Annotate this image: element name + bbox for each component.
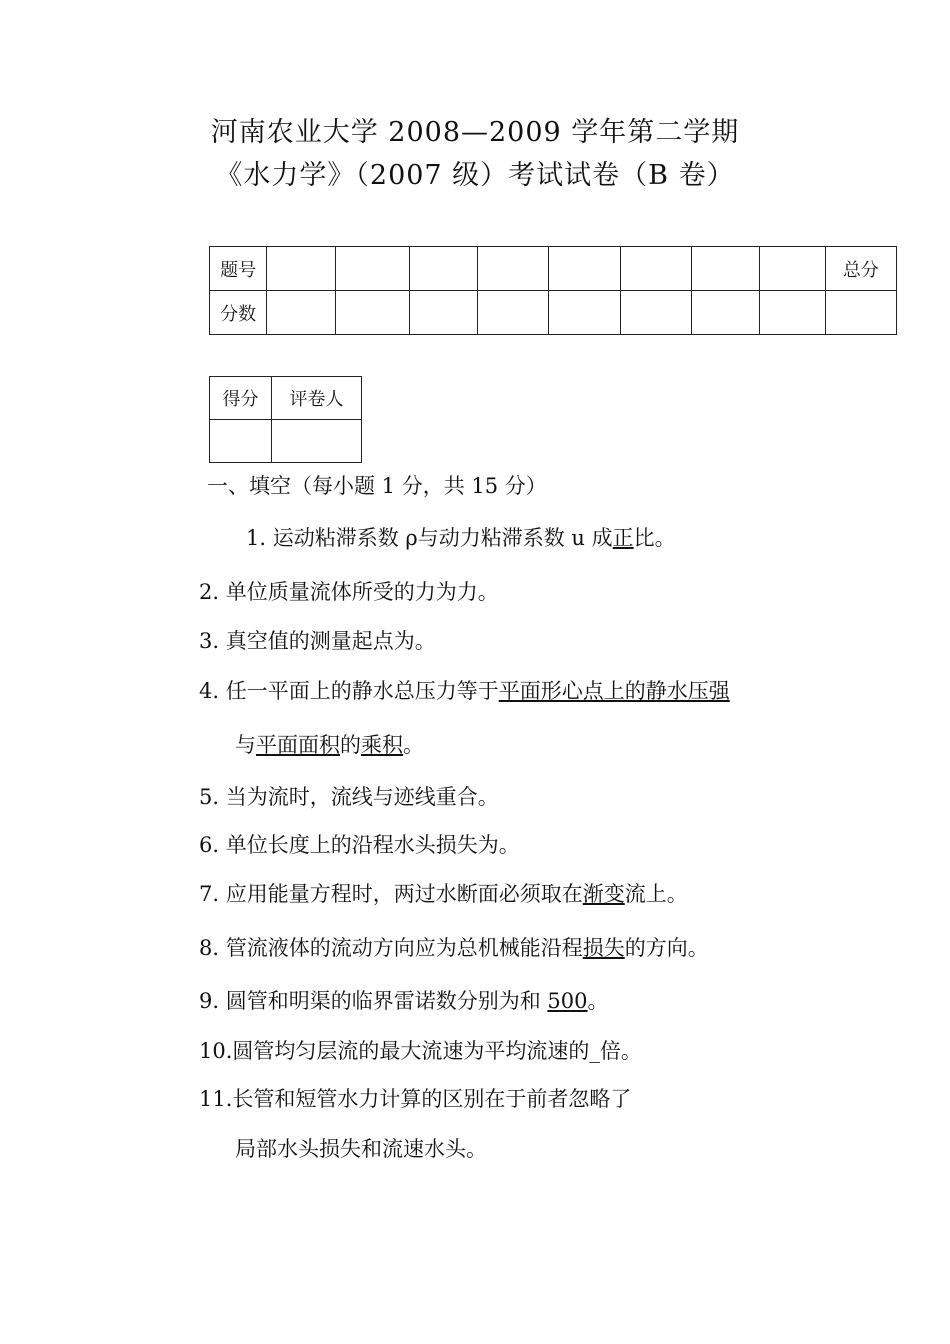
question-text: 的	[340, 733, 361, 757]
question-2	[199, 576, 499, 606]
grader-table-value-row	[210, 420, 362, 463]
question-number: 7.	[199, 882, 220, 906]
score-cell	[692, 247, 760, 291]
score-cell	[692, 291, 760, 335]
question-1	[246, 522, 676, 552]
question-4-continued	[235, 729, 424, 759]
question-text: 与	[235, 733, 256, 757]
question-number: 10.	[199, 1039, 233, 1063]
score-cell	[478, 291, 549, 335]
question-number: 3.	[199, 629, 220, 653]
answer-blank: 损失	[582, 936, 625, 960]
question-text: 。	[587, 989, 609, 1013]
question-number: 8.	[199, 936, 220, 960]
question-11	[199, 1083, 631, 1113]
question-text: 流上。	[624, 882, 688, 906]
question-text: 单位长度上的沿程水头损失为。	[225, 833, 520, 857]
exam-header-line2: 《水力学》（2007 级）考试试卷（B 卷）	[215, 160, 735, 191]
question-text: 当为流时，流线与迹线重合。	[225, 785, 499, 809]
score-cell	[549, 247, 620, 291]
question-number: 4.	[199, 679, 220, 703]
section-title: 一、填空（每小题 1 分，共 15 分）	[207, 474, 547, 498]
question-7	[199, 878, 688, 908]
total-score-cell	[825, 291, 896, 335]
question-number: 1.	[246, 526, 267, 550]
question-9	[199, 985, 609, 1015]
question-number: 2.	[199, 580, 220, 604]
question-11-continued	[235, 1133, 487, 1163]
question-text: 比。	[633, 526, 676, 550]
question-8	[199, 932, 709, 962]
question-6	[199, 829, 520, 859]
answer-blank: 平面面积	[256, 733, 340, 757]
answer-blank: 平面形心点上的静水压强	[498, 679, 730, 703]
score-table-row-score	[210, 291, 897, 335]
question-text: 的方向。	[624, 936, 709, 960]
grader-cell	[272, 420, 362, 463]
score-label: 分数	[210, 291, 267, 335]
question-text: 任一平面上的静水总压力等于	[225, 679, 499, 703]
score-cell	[267, 291, 335, 335]
score-cell	[620, 247, 691, 291]
answer-blank: 500	[547, 989, 588, 1013]
question-number: 11.	[199, 1087, 233, 1111]
question-number: 5.	[199, 785, 220, 809]
grader-table-header-row	[210, 377, 362, 420]
exam-header-line1: 河南农业大学 2008—2009 学年第二学期	[210, 117, 740, 148]
score-cell	[409, 247, 477, 291]
question-text: 单位质量流体所受的力为力。	[225, 580, 499, 604]
score-cell	[409, 291, 477, 335]
question-text: 管流液体的流动方向应为总机械能沿程	[225, 936, 583, 960]
answer-blank: 乘积	[361, 733, 403, 757]
total-score-label: 总分	[825, 247, 896, 291]
question-5	[199, 781, 499, 811]
score-cell	[478, 247, 549, 291]
score-table	[209, 246, 897, 335]
question-10	[199, 1035, 642, 1065]
score-table-row-question-number	[210, 247, 897, 291]
question-text: 圆管和明渠的临界雷诺数分别为和	[225, 989, 548, 1013]
question-number-label: 题号	[210, 247, 267, 291]
score-cell	[549, 291, 620, 335]
grader-label: 评卷人	[272, 377, 362, 420]
score-cell	[335, 291, 409, 335]
question-text: 局部水头损失和流速水头。	[235, 1137, 487, 1161]
score-cell	[335, 247, 409, 291]
question-text: 运动粘滞系数 ρ与动力粘滞系数 u 成	[272, 526, 613, 550]
question-3	[199, 625, 436, 655]
grader-table	[209, 376, 362, 463]
score-cell	[620, 291, 691, 335]
question-4	[199, 675, 730, 705]
question-text: 圆管均匀层流的最大流速为平均流速的_倍。	[232, 1039, 642, 1063]
question-number: 6.	[199, 833, 220, 857]
score-cell	[760, 291, 825, 335]
section-score-label: 得分	[210, 377, 272, 420]
answer-blank: 正	[612, 526, 634, 550]
question-number: 9.	[199, 989, 220, 1013]
section-score-cell	[210, 420, 272, 463]
question-text: 真空值的测量起点为。	[225, 629, 436, 653]
question-text: 。	[403, 733, 424, 757]
question-text: 应用能量方程时，两过水断面必须取在	[225, 882, 583, 906]
score-cell	[267, 247, 335, 291]
score-cell	[760, 247, 825, 291]
answer-blank: 渐变	[582, 882, 625, 906]
question-text: 长管和短管水力计算的区别在于前者忽略了	[232, 1087, 632, 1111]
